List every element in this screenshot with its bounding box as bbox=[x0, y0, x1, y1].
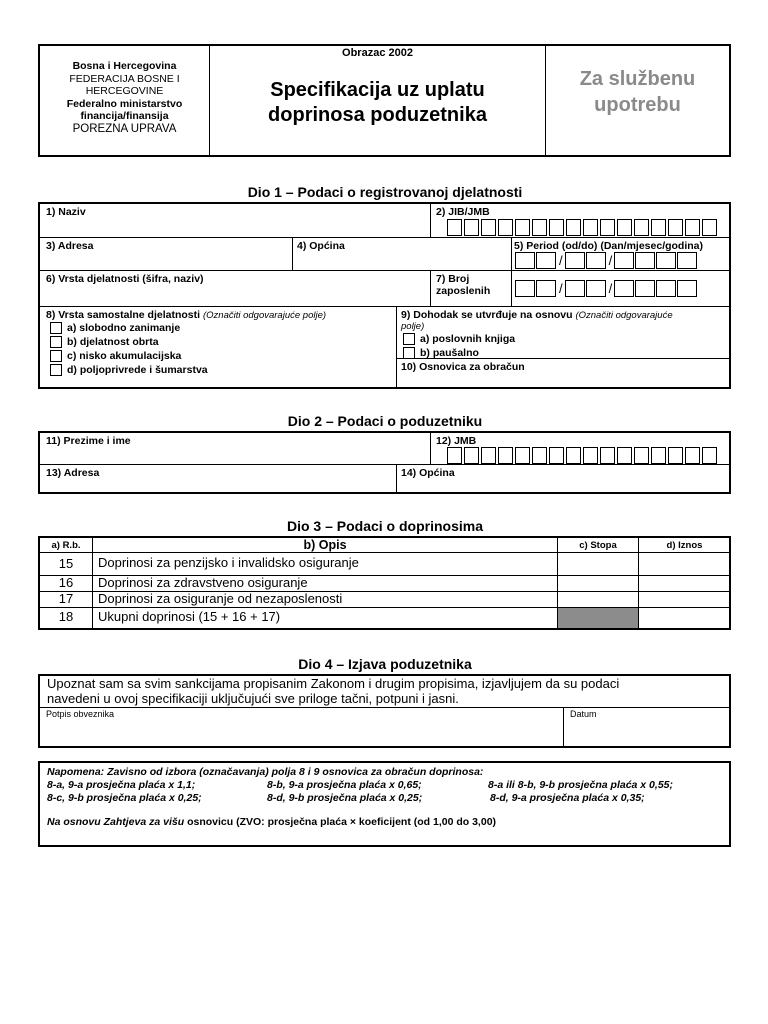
note-zvo: Na osnovu Zahtjeva za višu osnovicu (ZVO: prosječna plaća × koeficijent (od 1,00 do 3,00) bbox=[47, 816, 497, 828]
checkbox-8a[interactable] bbox=[50, 322, 62, 334]
note-r1c3: 8-a ili 8-b, 9-b prosječna plaća x 0,55; bbox=[488, 779, 673, 791]
option-9b[interactable]: b) paušalno bbox=[403, 347, 479, 360]
row-16-description: Doprinosi za zdravstveno osiguranje bbox=[98, 575, 308, 590]
checkbox-9b[interactable] bbox=[403, 347, 415, 359]
opcina-label: 4) Općina bbox=[297, 240, 345, 252]
note-r2c3: 8-d, 9-a prosječna plaća x 0,35; bbox=[490, 792, 645, 804]
row-17-number: 17 bbox=[58, 591, 74, 606]
note-r1c1: 8-a, 9-a prosječna plaća x 1,1; bbox=[47, 779, 196, 791]
form-code: Obrazac 2002 bbox=[342, 47, 413, 59]
form-title: Specifikacija uz uplatu doprinosa poduzetnika bbox=[268, 79, 487, 126]
col-header-opis: b) Opis bbox=[303, 538, 347, 552]
note-r2c2: 8-d, 9-b prosječna plaća x 0,25; bbox=[267, 792, 423, 804]
signature-label: Potpis obveznika bbox=[46, 709, 115, 719]
col-header-stopa: c) Stopa bbox=[579, 540, 617, 551]
part3-title: Dio 3 – Podaci o doprinosima bbox=[286, 518, 484, 534]
option-8b[interactable]: b) djelatnost obrta bbox=[50, 336, 159, 349]
vrsta-label: 6) Vrsta djelatnosti (šifra, naziv) bbox=[46, 273, 204, 285]
date-label: Datum bbox=[570, 709, 597, 719]
issuing-authority: Bosna i Hercegovina FEDERACIJA BOSNE I HERCEGOVINE Federalno ministarstvo financija/finansija POREZNA UPRAVA bbox=[66, 60, 183, 135]
period-to-date[interactable]: / / bbox=[515, 280, 698, 297]
row-18-description: Ukupni doprinosi (15 + 16 + 17) bbox=[98, 609, 281, 624]
total-rate-cell-shaded bbox=[558, 608, 638, 628]
note-r1c2: 8-b, 9-a prosječna plaća x 0,65; bbox=[267, 779, 422, 791]
broj-zaposlenih-label: 7) Broj zaposlenih bbox=[436, 273, 491, 297]
part1-title: Dio 1 – Podaci o registrovanoj djelatnosti bbox=[247, 184, 523, 200]
jmb-input-cells[interactable] bbox=[447, 447, 719, 464]
jib-label: 2) JIB/JMB bbox=[436, 206, 490, 218]
row-15-number: 15 bbox=[58, 556, 74, 571]
option-8d[interactable]: d) poljoprivrede i šumarstva bbox=[50, 364, 208, 377]
official-use-label: Za službenu upotrebu bbox=[579, 68, 696, 116]
note-intro: Napomena: Zavisno od izbora (označavanja) polja 8 i 9 osnovica za obračun doprinosa: bbox=[47, 766, 484, 778]
naziv-label: 1) Naziv bbox=[46, 206, 86, 218]
dohodak-label: 9) Dohodak se utvrđuje na osnovu (Označiti odgovarajuće bbox=[401, 309, 673, 321]
row-17-description: Doprinosi za osiguranje od nezaposlenosti bbox=[98, 591, 343, 606]
jib-input-cells[interactable] bbox=[447, 219, 719, 236]
period-label: 5) Period (od/do) (Dan/mjesec/godina) bbox=[514, 240, 704, 252]
adresa-label: 3) Adresa bbox=[46, 240, 94, 252]
note-r2c1: 8-c, 9-b prosječna plaća x 0,25; bbox=[47, 792, 202, 804]
option-8c[interactable]: c) nisko akumulacijska bbox=[50, 350, 181, 363]
samostalne-label: 8) Vrsta samostalne djelatnosti (Označiti odgovarajuće polje) bbox=[46, 309, 327, 321]
row-18-number: 18 bbox=[58, 609, 74, 624]
col-header-rb: a) R.b. bbox=[51, 540, 81, 551]
part4-title: Dio 4 – Izjava poduzetnika bbox=[298, 656, 472, 672]
adresa2-label: 13) Adresa bbox=[46, 467, 100, 479]
osnovica-label: 10) Osnovica za obračun bbox=[401, 361, 525, 373]
row-16-number: 16 bbox=[58, 575, 74, 590]
row-15-description: Doprinosi za penzijsko i invalidsko osiguranje bbox=[98, 555, 359, 570]
checkbox-8b[interactable] bbox=[50, 336, 62, 348]
part2-title: Dio 2 – Podaci o poduzetniku bbox=[287, 413, 483, 429]
dohodak-hint-cont: polje) bbox=[401, 321, 425, 332]
checkbox-8d[interactable] bbox=[50, 364, 62, 376]
prezime-label: 11) Prezime i ime bbox=[46, 435, 131, 447]
jmb-label: 12) JMB bbox=[436, 435, 477, 447]
checkbox-9a[interactable] bbox=[403, 333, 415, 345]
option-8a[interactable]: a) slobodno zanimanje bbox=[50, 322, 180, 335]
period-from-date[interactable]: / / bbox=[515, 252, 698, 269]
col-header-iznos: d) Iznos bbox=[666, 540, 703, 551]
checkbox-8c[interactable] bbox=[50, 350, 62, 362]
opcina2-label: 14) Općina bbox=[401, 467, 455, 479]
option-9a[interactable]: a) poslovnih knjiga bbox=[403, 333, 515, 346]
statement-text: Upoznat sam sa svim sankcijama propisanim Zakonom i drugim propisima, izjavljujem da su podaci navedeni u ovoj specifikaciji uključujući sve priloge tačni, potpuni i jasni. bbox=[47, 676, 620, 706]
